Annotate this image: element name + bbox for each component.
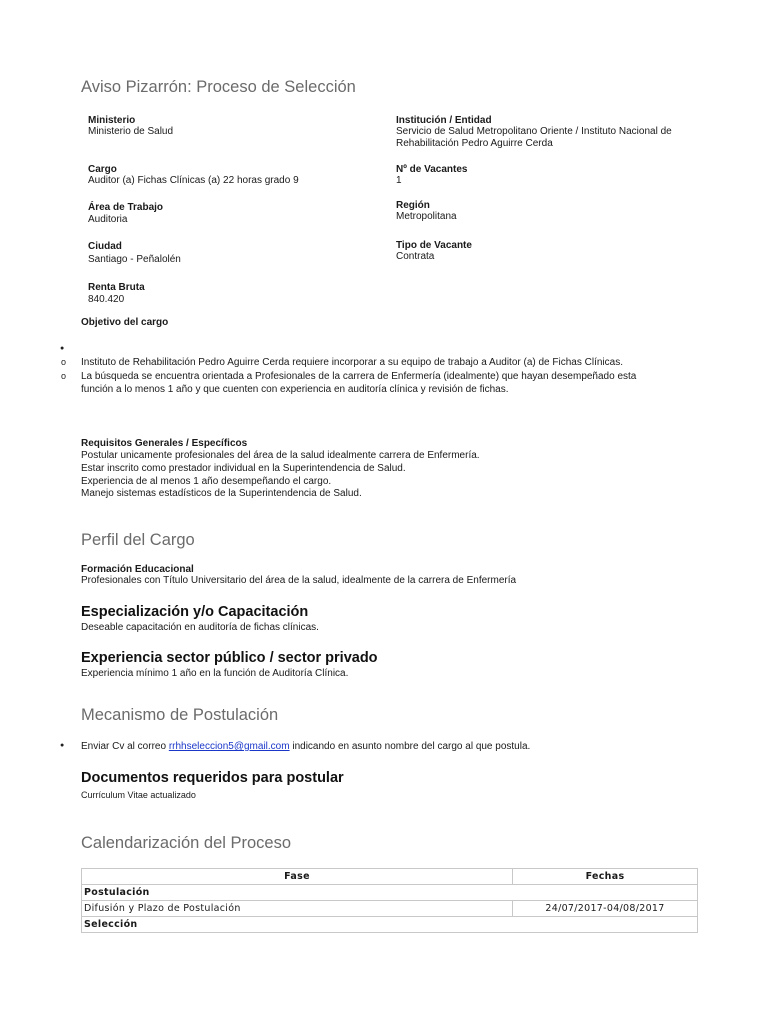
bullet-circle: o	[61, 371, 67, 381]
requisito-line: Manejo sistemas estadísticos de la Superintendencia de Salud.	[81, 488, 362, 499]
ministerio-label: Ministerio	[88, 115, 136, 126]
table-row	[82, 901, 698, 917]
ciudad-value: Santiago - Peñalolén	[88, 254, 181, 265]
institucion-value: Servicio de Salud Metropolitano Oriente / Instituto Nacional de Rehabilitación Pedro Aguirre Cerda	[396, 126, 672, 149]
ministerio-value: Ministerio de Salud	[88, 126, 174, 137]
perfil-title: Perfil del Cargo	[81, 531, 195, 549]
table-row	[82, 917, 698, 933]
table-header-row	[82, 869, 698, 885]
tipo-label: Tipo de Vacante	[396, 240, 472, 251]
requisitos-label: Requisitos Generales / Específicos	[81, 438, 248, 449]
especializacion-title: Especialización y/o Capacitación	[81, 604, 309, 620]
column-header-fase: Fase	[82, 869, 513, 885]
bullet-dot: ●	[60, 742, 65, 749]
experiencia-value: Experiencia mínimo 1 año en la función de Auditoría Clínica.	[81, 668, 349, 679]
requisito-line: Estar inscrito como prestador individual en la Superintendencia de Salud.	[81, 463, 406, 474]
objetivo-label: Objetivo del cargo	[81, 317, 169, 328]
postulacion-text-before: Enviar Cv al correo	[81, 741, 169, 752]
renta-label: Renta Bruta	[88, 282, 145, 293]
table-row	[82, 885, 698, 901]
formacion-value: Profesionales con Título Universitario del área de la salud, idealmente de la carrera de Enfermería	[81, 575, 517, 586]
area-value: Auditoria	[88, 214, 128, 225]
postulacion-title: Mecanismo de Postulación	[81, 706, 279, 724]
calendario-title: Calendarización del Proceso	[81, 834, 292, 852]
tipo-value: Contrata	[396, 251, 435, 262]
vacantes-label: Nº de Vacantes	[396, 164, 468, 175]
calendar-table	[81, 868, 698, 933]
area-label: Área de Trabajo	[88, 202, 164, 213]
fecha-cell: 24/07/2017-04/08/2017	[513, 901, 698, 917]
objetivo-item-2-line-2: función a lo menos 1 año y que cuenten con experiencia en auditoría clínica y revisión de fichas.	[81, 384, 509, 395]
objetivo-item-1: Instituto de Rehabilitación Pedro Aguirre Cerda requiere incorporar a su equipo de trabajo a Auditor (a) de Fichas Clínicas.	[81, 357, 623, 368]
column-header-fechas: Fechas	[513, 869, 698, 885]
especializacion-value: Deseable capacitación en auditoría de fichas clínicas.	[81, 622, 319, 633]
email-link[interactable]: rrhhseleccion5@gmail.com	[168, 741, 290, 752]
postulacion-text-after: indicando en asunto nombre del cargo al que postula.	[289, 741, 531, 752]
region-value: Metropolitana	[396, 211, 457, 222]
requisito-line: Experiencia de al menos 1 año desempeñando el cargo.	[81, 476, 332, 487]
objetivo-item-2-line-1: La búsqueda se encuentra orientada a Profesionales de la carrera de Enfermería (idealmente) que hayan desempeñado esta	[81, 371, 637, 382]
fase-cell: Postulación	[82, 885, 698, 901]
region-label: Región	[396, 200, 430, 211]
vacantes-value: 1	[396, 175, 402, 186]
ciudad-label: Ciudad	[88, 241, 122, 252]
bullet-dot: ●	[60, 345, 65, 352]
documentos-title: Documentos requeridos para postular	[81, 770, 344, 786]
cargo-value: Auditor (a) Fichas Clínicas (a) 22 horas grado 9	[88, 175, 299, 186]
fase-cell: Selección	[82, 917, 698, 933]
fase-cell: Difusión y Plazo de Postulación	[82, 901, 513, 917]
page-title: Aviso Pizarrón: Proceso de Selección	[81, 78, 356, 96]
experiencia-title: Experiencia sector público / sector privado	[81, 650, 378, 666]
institucion-label: Institución / Entidad	[396, 115, 492, 126]
postulacion-instruction	[81, 741, 530, 754]
requisito-line: Postular unicamente profesionales del área de la salud idealmente carrera de Enfermería.	[81, 450, 480, 461]
documentos-value: Currículum Vitae actualizado	[81, 790, 196, 800]
formacion-label: Formación Educacional	[81, 564, 194, 575]
cargo-label: Cargo	[88, 164, 117, 175]
renta-value: 840.420	[88, 294, 125, 305]
bullet-circle: o	[61, 357, 67, 367]
